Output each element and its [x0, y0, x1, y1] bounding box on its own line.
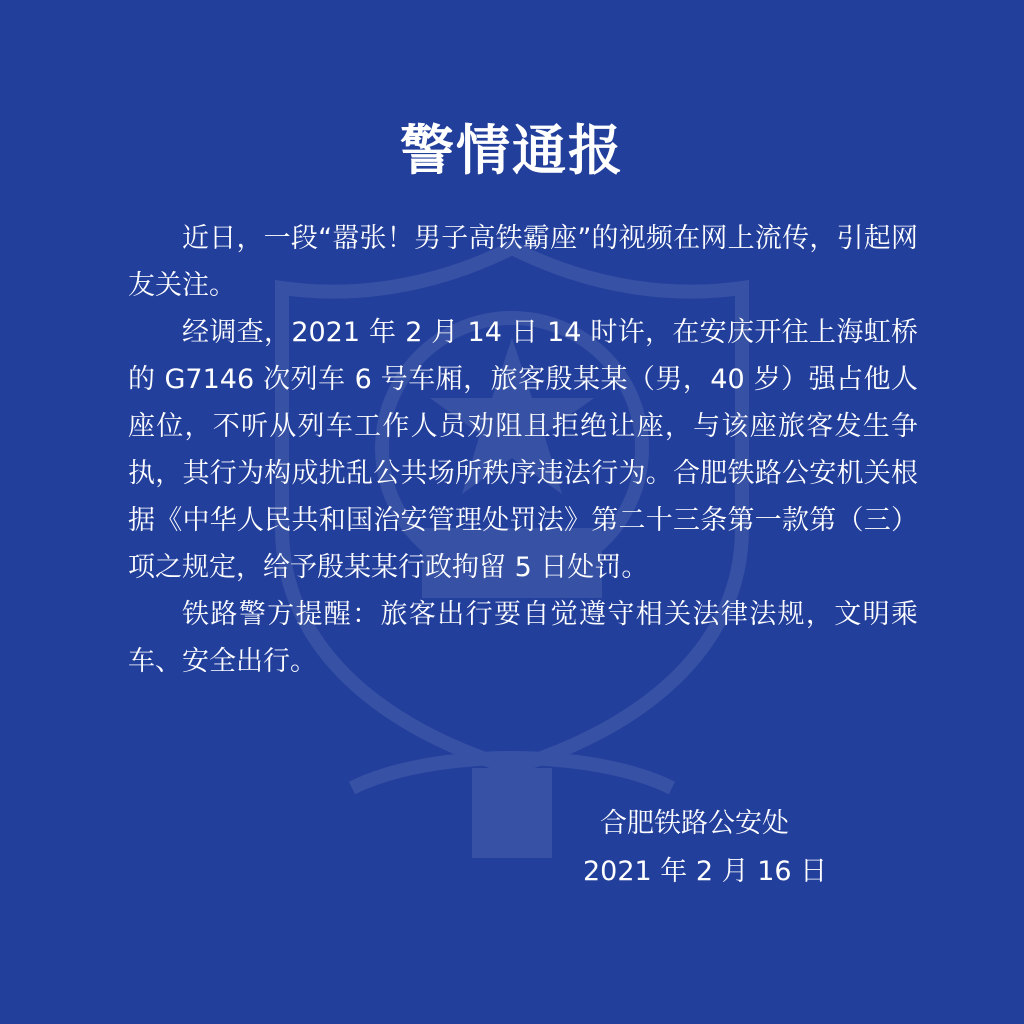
- paragraph-intro: 近日，一段“嚣张！男子高铁霸座”的视频在网上流传，引起网友关注。: [128, 223, 918, 301]
- notice-title: 警情通报: [400, 119, 624, 182]
- paragraph-investigation: 经调查，2021 年 2 月 14 日 14 时许，在安庆开往上海虹桥的 G7146 次列车 6 号车厢，旅客殷某某（男，40 岁）强占他人座位，不听从列车工作人员劝阻且拒绝让座，与该座旅客发生争执，其行为构成扰乱公共场所秩序违法行为。合肥铁路公安机关根据《中华人民共和国治安管理处罚法》第二十三条第一款第（三）项之规定，给予殷某某行政拘留 5 日处罚。: [128, 317, 918, 583]
- notice-body: [128, 215, 918, 685]
- paragraph-reminder: 铁路警方提醒：旅客出行要自觉遵守相关法律法规，文明乘车、安全出行。: [128, 599, 918, 677]
- issue-date: 2021 年 2 月 16 日: [583, 856, 828, 887]
- issuer-name: 合肥铁路公安处: [600, 808, 789, 839]
